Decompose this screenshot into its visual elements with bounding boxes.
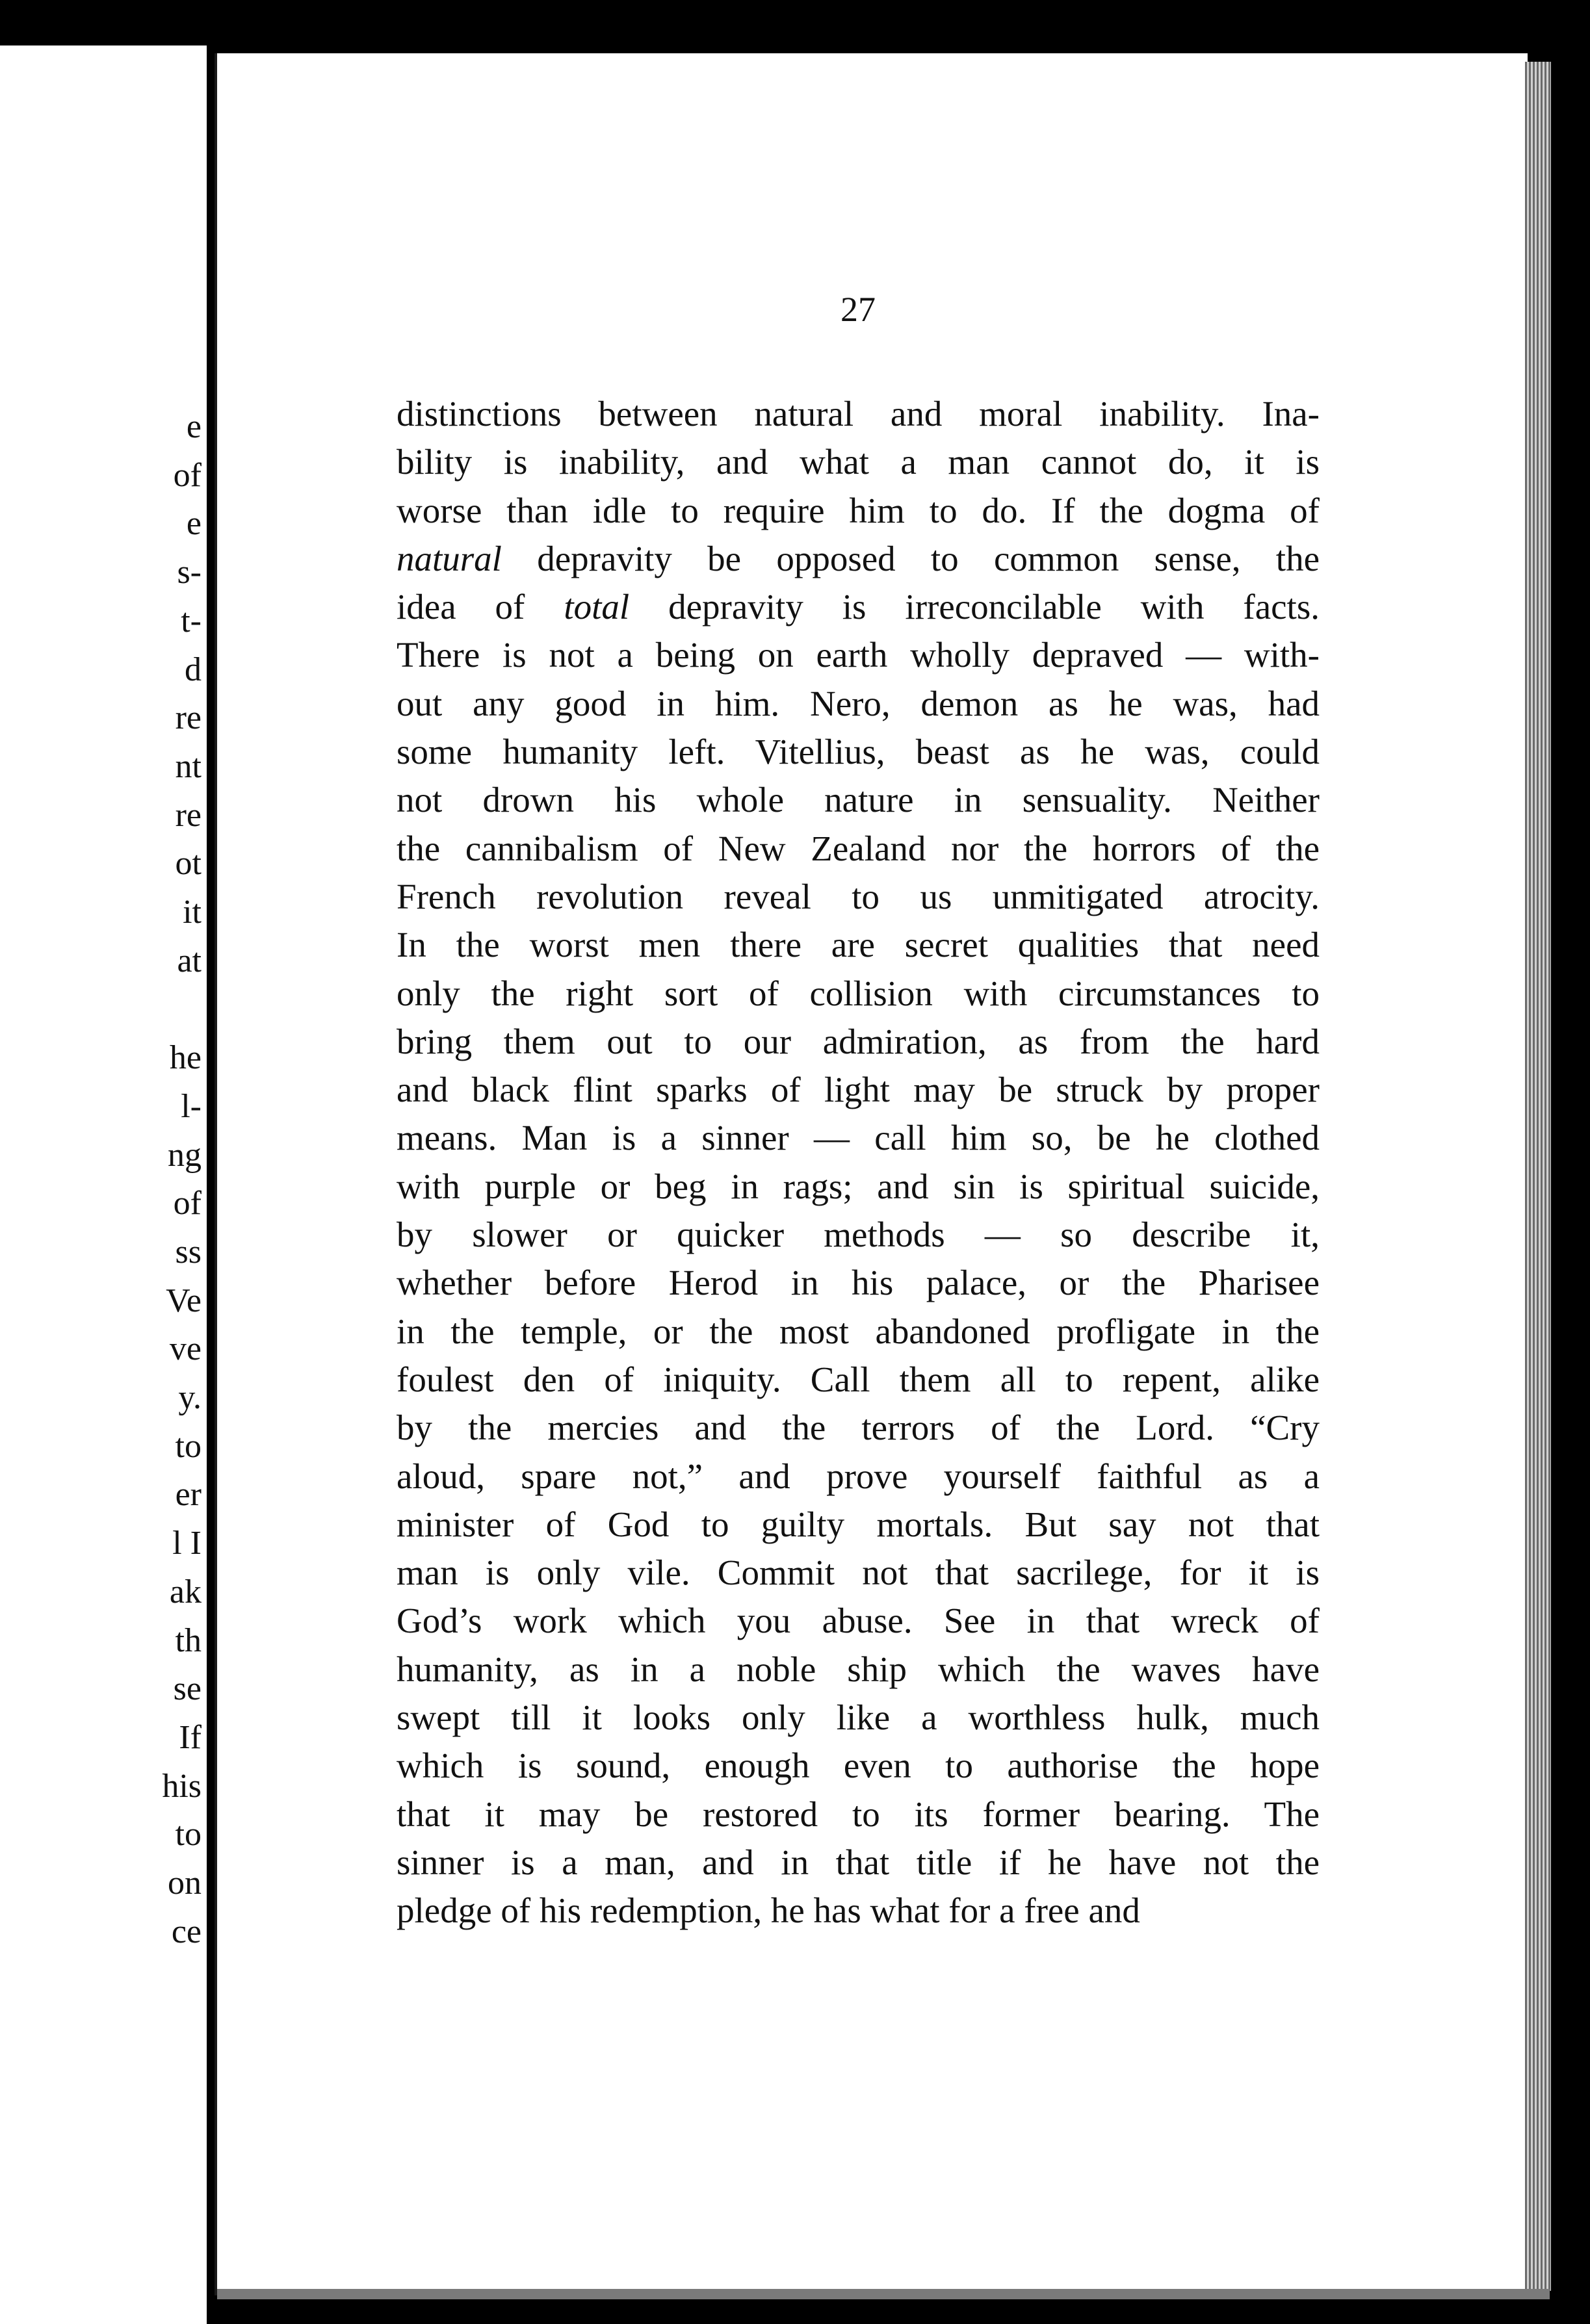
body-text (397, 390, 1320, 1935)
text-line: by slower or quicker methods — so describe it, (397, 1215, 1320, 1255)
left-fragment-line (72, 985, 202, 1034)
left-fragment-line: Ve (166, 1282, 202, 1319)
text-line: out any good in him. Nero, demon as he was, had (397, 683, 1320, 723)
text-line: distinctions between natural and moral inability. Ina- (397, 394, 1320, 433)
left-fragment-line: t- (181, 602, 202, 639)
text-line: by the mercies and the terrors of the Lord. “Cry (397, 1408, 1320, 1448)
left-fragment-line: at (177, 942, 202, 979)
text-line: bility is inability, and what a man cannot do, it is (397, 442, 1320, 482)
left-fragment-line: of (173, 456, 202, 494)
text-line: God’s work which you abuse. See in that wreck of (397, 1601, 1320, 1641)
left-fragment-line: it (183, 894, 202, 931)
text-line: sinner is a man, and in that title if he have not the (397, 1842, 1320, 1882)
left-fragment-line: to (175, 1816, 202, 1853)
left-fragment-line: ot (175, 845, 202, 883)
left-fragment-line: ce (171, 1913, 202, 1950)
left-fragment-line: y. (178, 1379, 202, 1417)
text-line: only the right sort of collision with circumstances to (397, 973, 1320, 1013)
text-line: that it may be restored to its former bearing. The (397, 1794, 1320, 1834)
left-fragment-line: d (185, 651, 202, 688)
text-line: foulest den of iniquity. Call them all to repent, alike (397, 1359, 1320, 1399)
text-line: humanity, as in a noble ship which the waves have (397, 1649, 1320, 1689)
text-line: bring them out to our admiration, as from the hard (397, 1021, 1320, 1061)
left-page (0, 45, 207, 2324)
left-fragment-line: s- (177, 554, 202, 591)
text-line: in the temple, or the most abandoned profligate in the (397, 1311, 1320, 1351)
text-line: whether before Herod in his palace, or the Pharisee (397, 1263, 1320, 1303)
left-fragment-line: ng (168, 1136, 202, 1174)
text-line: In the worst men there are secret qualities that need (397, 925, 1320, 965)
text-line: the cannibalism of New Zealand nor the horrors of the (397, 828, 1320, 868)
text-line: which is sound, enough even to authorise the hope (397, 1746, 1320, 1786)
left-fragment-line: ak (169, 1573, 202, 1610)
left-fragment-line: re (175, 796, 202, 834)
left-page-text-fragments (72, 403, 202, 1957)
text-line: and black flint sparks of light may be struck by proper (397, 1070, 1320, 1110)
left-fragment-line: on (168, 1865, 202, 1902)
page-edge (1525, 62, 1551, 2291)
left-fragment-line: nt (175, 747, 202, 785)
left-fragment-line: e (186, 408, 202, 445)
left-fragment-line: er (175, 1476, 202, 1514)
left-fragment-line: his (162, 1767, 202, 1805)
text-line: man is only vile. Commit not that sacrilege, for it is (397, 1553, 1320, 1593)
text-line: not drown his whole nature in sensuality. Neither (397, 780, 1320, 820)
text-line: natural depravity be opposed to common sense, the (397, 538, 1320, 578)
left-fragment-line: re (175, 699, 202, 737)
text-line: some humanity left. Vitellius, beast as he was, could (397, 732, 1320, 772)
text-line: There is not a being on earth wholly depraved — with- (397, 635, 1320, 675)
left-fragment-line: ve (169, 1330, 202, 1368)
text-line: minister of God to guilty mortals. But say not that (397, 1504, 1320, 1544)
left-fragment-line: If (179, 1718, 202, 1756)
left-fragment-line: to (175, 1427, 202, 1465)
text-line: worse than idle to require him to do. If the dogma of (397, 490, 1320, 530)
left-fragment-line: l- (181, 1087, 202, 1125)
left-fragment-line: he (169, 1039, 202, 1077)
left-fragment-line: se (173, 1670, 202, 1708)
text-line: French revolution reveal to us unmitigated atrocity. (397, 876, 1320, 916)
text-line: swept till it looks only like a worthless hulk, much (397, 1698, 1320, 1738)
text-line: with purple or beg in rags; and sin is spiritual suicide, (397, 1166, 1320, 1206)
text-line: means. Man is a sinner — call him so, be he clothed (397, 1118, 1320, 1158)
left-fragment-line: l I (172, 1525, 202, 1562)
page-number: 27 (841, 290, 876, 329)
text-line: idea of total depravity is irreconcilable with facts. (397, 587, 1320, 627)
left-fragment-line: of (173, 1185, 202, 1222)
left-fragment-line: ss (175, 1233, 202, 1271)
text-line: aloud, spare not,” and prove yourself faithful as a (397, 1456, 1320, 1496)
text-line: pledge of his redemption, he has what for a free and (397, 1891, 1140, 1931)
left-fragment-line: th (175, 1621, 202, 1659)
page-bottom-edge (217, 2289, 1550, 2299)
left-fragment-line: e (186, 505, 202, 543)
